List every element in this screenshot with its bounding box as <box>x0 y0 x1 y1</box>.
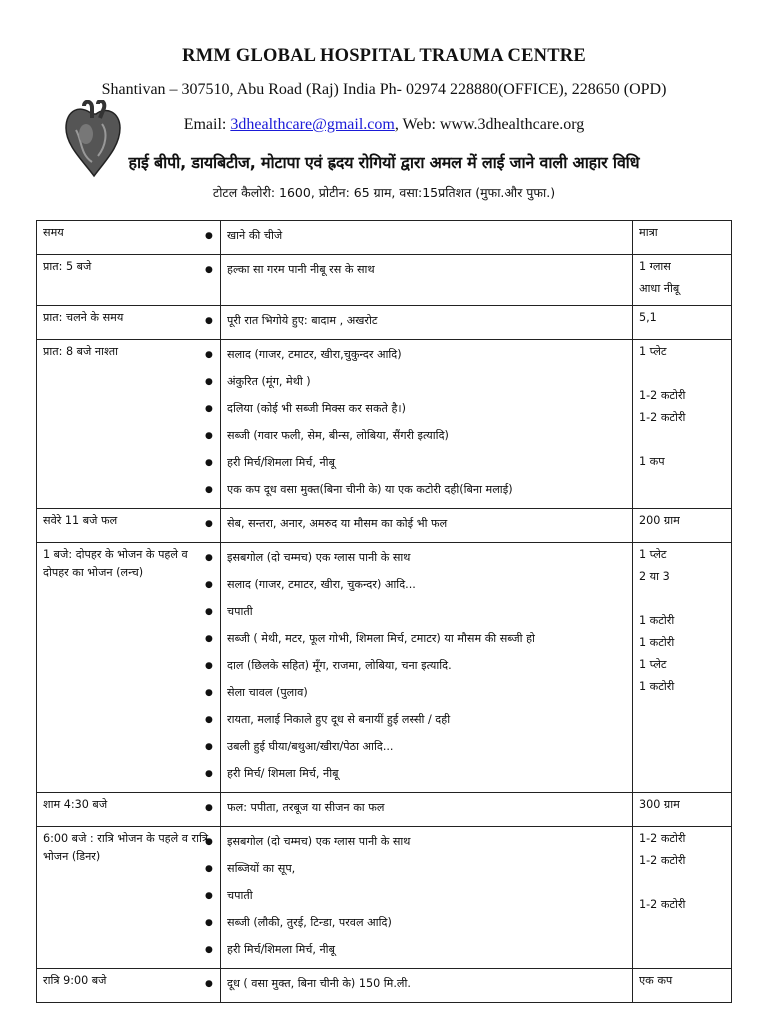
food-item: ● एक कप दूध वसा मुक्त(बिना चीनी के) या एक कटोरी दही(बिना मलाई) <box>227 478 627 505</box>
hospital-title: RMM GLOBAL HOSPITAL TRAUMA CENTRE <box>182 46 586 66</box>
meal-time: प्रात: 5 बजे <box>37 255 221 306</box>
quantity-value: 1-2 कटोरी <box>639 898 686 911</box>
quantity-value: 300 ग्राम <box>639 798 680 811</box>
table-row <box>37 969 732 1003</box>
quantity-value: 1 प्लेट <box>639 345 667 358</box>
quantity <box>633 543 732 793</box>
food-items <box>221 969 633 1003</box>
food-item: ● सेब, सन्तरा, अनार, अमरुद या मौसम का कोई भी फल <box>227 512 627 539</box>
quantity-value: 1 प्लेट <box>639 548 667 561</box>
food-item: ● चपाती <box>227 600 627 627</box>
food-item: ● सब्जी ( मेथी, मटर, फूल गोभी, शिमला मिर्च, टमाटर) या मौसम की सब्जी हो <box>227 627 627 654</box>
quantity-value: 1-2 कटोरी <box>639 389 686 402</box>
quantity-value: 1 ग्लास <box>639 260 671 273</box>
quantity-value: 1 कटोरी <box>639 614 675 627</box>
quantity-value <box>639 874 726 896</box>
food-item: ● दाल (छिलके सहित) मूँग, राजमा, लोबिया, चना इत्यादि. <box>227 654 627 681</box>
quantity <box>633 306 732 340</box>
quantity-value: 1-2 कटोरी <box>639 411 686 424</box>
food-item: ● अंकुरित (मूंग, मेथी ) <box>227 370 627 397</box>
food-items <box>221 340 633 509</box>
diet-plan-heading: हाई बीपी, डायबिटीज, मोटापा एवं ह्रदय रोगियों द्वारा अमल में लाई जाने वाली आहार विधि <box>128 153 640 172</box>
quantity <box>633 793 732 827</box>
food-item: ● सलाद (गाजर, टमाटर, खीरा, चुकन्दर) आदि... <box>227 573 627 600</box>
quantity <box>633 827 732 969</box>
food-item: ● चपाती <box>227 884 627 911</box>
diet-table <box>36 220 732 1003</box>
quantity-value: आधा नीबू <box>639 282 680 295</box>
meal-time: प्रात: चलने के समय <box>37 306 221 340</box>
meal-time: 6:00 बजे : रात्रि भोजन के पहले व रात्रि भोजन (डिनर) <box>37 827 221 969</box>
food-item: ● पूरी रात भिगोये हुए: बादाम , अखरोट <box>227 309 627 336</box>
food-item: ● सलाद (गाजर, टमाटर, खीरा,चुकुन्दर आदि) <box>227 343 627 370</box>
food-item: ● हल्का सा गरम पानी नीबू रस के साथ <box>227 258 627 285</box>
email-label: Email: <box>183 116 231 133</box>
food-item: ● हरी मिर्च/शिमला मिर्च, नीबू <box>227 938 627 965</box>
food-items <box>221 793 633 827</box>
header-food-label: ● खाने की चीजे <box>227 224 627 251</box>
table-row <box>37 509 732 543</box>
quantity <box>633 969 732 1003</box>
email-link[interactable]: 3dhealthcare@gmail.com <box>230 116 395 133</box>
quantity-value: 1-2 कटोरी <box>639 854 686 867</box>
table-row <box>37 827 732 969</box>
table-row <box>37 793 732 827</box>
food-item: ● सब्जियों का सूप, <box>227 857 627 884</box>
table-row <box>37 255 732 306</box>
food-items <box>221 306 633 340</box>
food-item: ● इसबगोल (दो चम्मच) एक ग्लास पानी के साथ <box>227 830 627 857</box>
meal-time: प्रात: 8 बजे नाश्ता <box>37 340 221 509</box>
meal-time: सवेरे 11 बजे फल <box>37 509 221 543</box>
calorie-summary: टोटल कैलोरी: 1600, प्रोटीन: 65 ग्राम, वसा:15प्रतिशत (मुफा.और पुफा.) <box>212 185 556 200</box>
header-qty: मात्रा <box>633 221 732 255</box>
meal-time: रात्रि 9:00 बजे <box>37 969 221 1003</box>
quantity-value: एक कप <box>639 974 673 987</box>
table-row <box>37 306 732 340</box>
quantity-value: 1 प्लेट <box>639 658 667 671</box>
quantity-value: 1 कटोरी <box>639 680 675 693</box>
food-item: ● फल: पपीता, तरबूज या सीजन का फल <box>227 796 627 823</box>
meal-time: 1 बजे: दोपहर के भोजन के पहले व दोपहर का भोजन (लन्च) <box>37 543 221 793</box>
quantity-value <box>639 590 726 612</box>
quantity <box>633 340 732 509</box>
quantity-value: 200 ग्राम <box>639 514 680 527</box>
quantity-value: 1 कप <box>639 455 665 468</box>
food-item: ● सेला चावल (पुलाव) <box>227 681 627 708</box>
quantity <box>633 255 732 306</box>
food-item: ● सब्जी (गवार फली, सेम, बीन्स, लोबिया, सैंगरी इत्यादि) <box>227 424 627 451</box>
quantity <box>633 509 732 543</box>
food-item: ● उबली हुई घीया/बथुआ/खीरा/पेठा आदि... <box>227 735 627 762</box>
web-text: , Web: www.3dhealthcare.org <box>394 116 585 133</box>
food-item: ● सब्जी (लौकी, तुरई, टिन्डा, परवल आदि) <box>227 911 627 938</box>
food-item: ● दूध ( वसा मुक्त, बिना चीनी के) 150 मि.ली. <box>227 972 627 999</box>
table-row <box>37 543 732 793</box>
table-row <box>37 340 732 509</box>
header-time: समय <box>37 221 221 255</box>
quantity-value <box>639 431 726 453</box>
food-item: ● रायता, मलाई निकाले हुए दूध से बनायीं हुई लस्सी / दही <box>227 708 627 735</box>
food-item: ● हरी मिर्च/ शिमला मिर्च, नीबू <box>227 762 627 789</box>
table-header-row <box>37 221 732 255</box>
food-items <box>221 255 633 306</box>
food-items <box>221 509 633 543</box>
food-item: ● हरी मिर्च/शिमला मिर्च, नीबू <box>227 451 627 478</box>
header-food <box>221 221 633 255</box>
hospital-address: Shantivan – 307510, Abu Road (Raj) India Ph- 02974 228880(OFFICE), 228650 (OPD) <box>101 81 667 98</box>
meal-time: शाम 4:30 बजे <box>37 793 221 827</box>
food-items <box>221 543 633 793</box>
quantity-value: 1 कटोरी <box>639 636 675 649</box>
quantity-value: 1-2 कटोरी <box>639 832 686 845</box>
food-items <box>221 827 633 969</box>
food-item: ● दलिया (कोई भी सब्जी मिक्स कर सकते है।) <box>227 397 627 424</box>
food-item: ● इसबगोल (दो चम्मच) एक ग्लास पानी के साथ <box>227 546 627 573</box>
quantity-value: 2 या 3 <box>639 570 670 583</box>
quantity-value <box>639 365 726 387</box>
quantity-value: 5,1 <box>639 311 657 324</box>
